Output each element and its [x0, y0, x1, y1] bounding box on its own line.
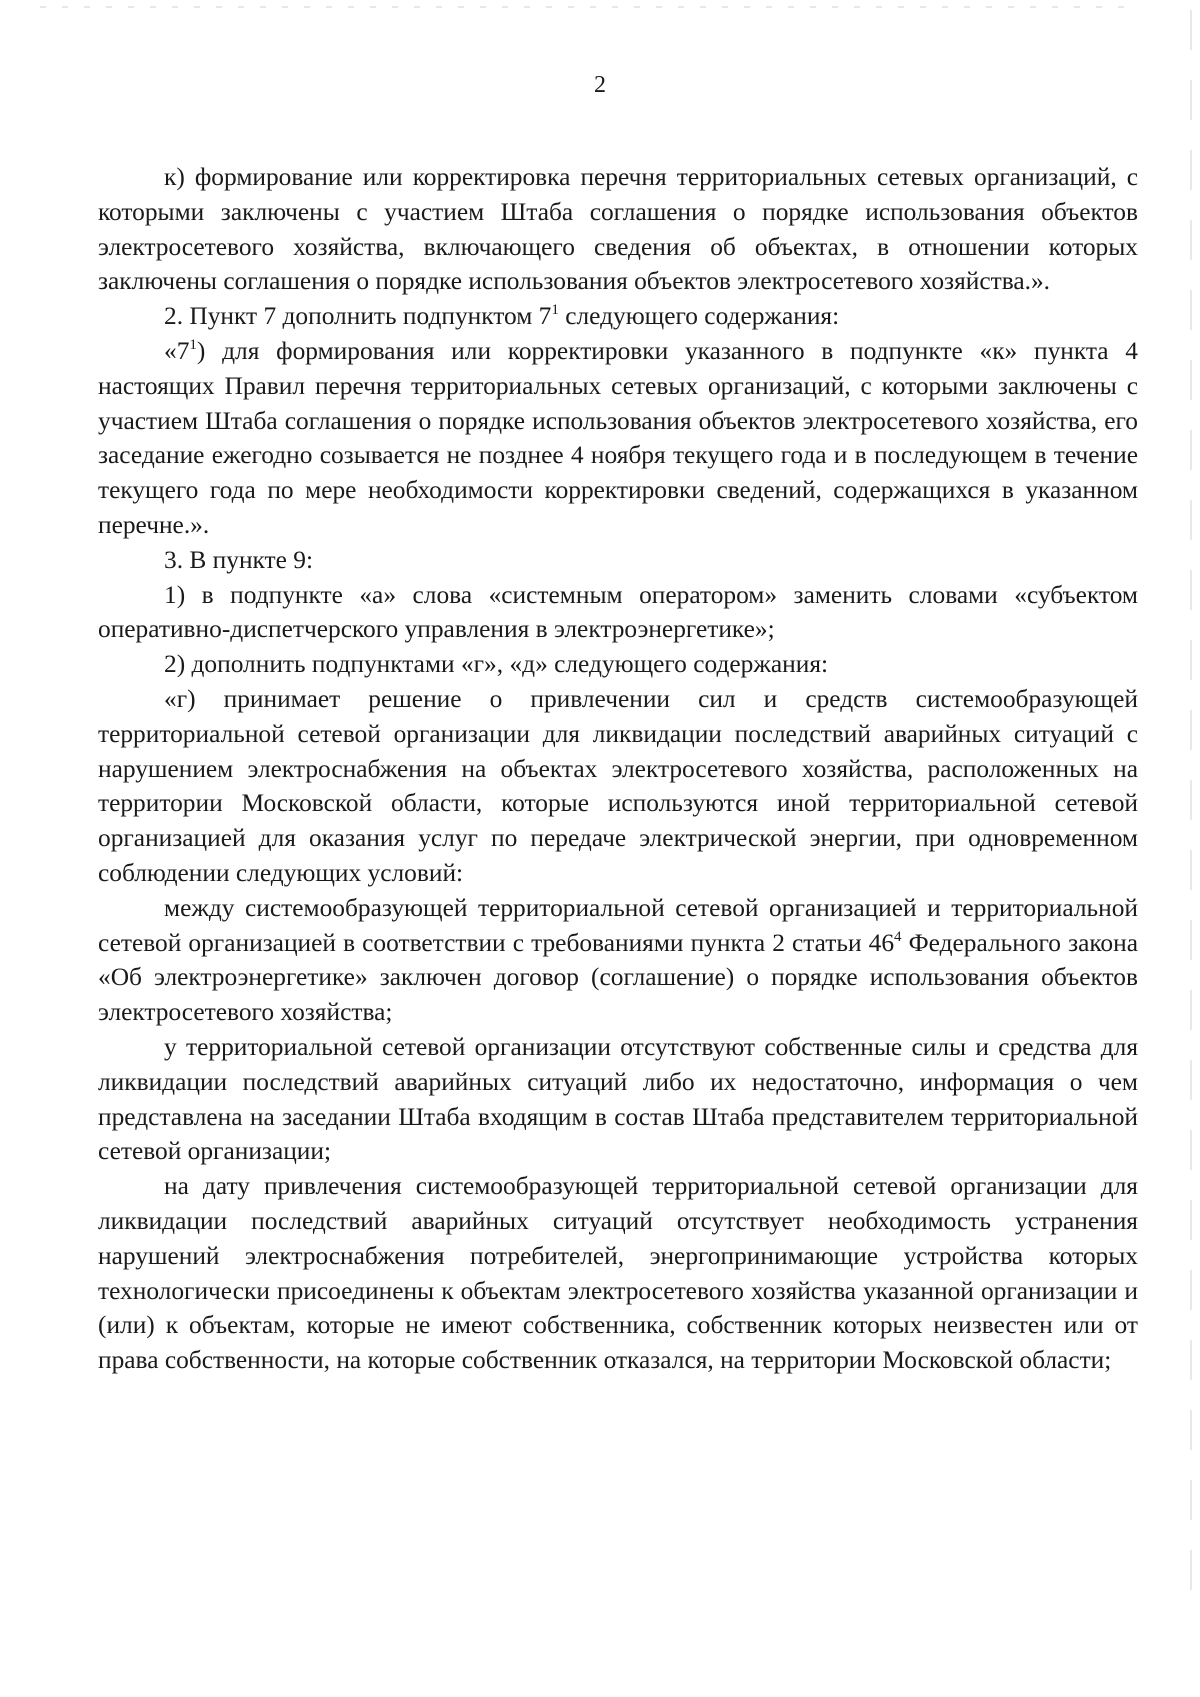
paragraph-subpoint-1: 1) в подпункте «а» слова «системным оператором» заменить словами «субъектом оперативно-диспетчерского управления в электроэнергетике»; — [98, 580, 1138, 644]
paragraph-point-3: 3. В пункте 9: — [164, 545, 314, 574]
paragraph-subpoint-7-1: «$7^1$) для формирования или корректировки указанного в подпункте «к» пункта 4 настоящих Правил перечня территориальных сетевых организаций, с которыми заключены с участием Штаба соглашения о порядке использования объектов электросетевого хозяйства, его заседание ежегодно созывается не позднее 4 ноября текущего года и в последующем в течение текущего года по мере необходимости корректировки сведений, содержащихся в указанном перечне.». — [98, 336, 1138, 539]
superscript: 1 — [189, 336, 197, 353]
paragraph-condition-2: у территориальной сетевой организации отсутствуют собственные силы и средства для ликвидации последствий аварийных ситуаций либо их недостаточно, информация о чем представлена на заседании Штаба входящим в состав Штаба представителем территориальной сетевой организации; — [98, 1032, 1138, 1166]
paragraph-point-2: 2. Пункт 7 дополнить подпунктом $7^1$ следующего содержания: — [164, 302, 840, 331]
paragraph-subpoint-2: 2) дополнить подпунктами «г», «д» следующего содержания: — [164, 650, 829, 679]
paragraph-condition-1: между системообразующей территориальной сетевой организацией и территориальной сетевой организацией в соответствии с требованиями пункта 2 статьи $46^4$ Федерального закона «Об электроэнергетике» заключен договор (соглашение) о порядке использования объектов электросетевого хозяйства; — [98, 893, 1138, 1027]
page-number: 2 — [594, 72, 606, 98]
paragraph-condition-3: на дату привлечения системообразующей территориальной сетевой организации для ликвидации последствий аварийных ситуаций отсутствует необходимость устранения нарушений электроснабжения потребителей, энергопринимающие устройства которых технологически присоединены к объектам электросетевого хозяйства указанной организации и (или) к объектам, которые не имеют собственника, собственник которых неизвестен или от права собственности, на которые собственник отказался, на территории Московской области; — [98, 1172, 1138, 1375]
superscript: 1 — [551, 302, 559, 319]
scan-artifact-right — [1190, 10, 1192, 1610]
document-body — [98, 160, 1138, 1378]
scan-artifact-top — [40, 6, 1140, 8]
superscript: 4 — [894, 928, 902, 945]
paragraph-item-k: к) формирование или корректировка перечня территориальных сетевых организаций, с которыми заключены с участием Штаба соглашения о порядке использования объектов электросетевого хозяйства, включающего сведения об объектах, в отношении которых заключены соглашения о порядке использования объектов электросетевого хозяйства.». — [98, 163, 1138, 296]
paragraph-item-g: «г) принимает решение о привлечении сил и средств системообразующей территориальной сетевой организации для ликвидации последствий аварийных ситуаций с нарушением электроснабжения на объектах электросетевого хозяйства, расположенных на территории Московской области, которые используются иной территориальной сетевой организацией для оказания услуг по передаче электрической энергии, при одновременном соблюдении следующих условий: — [98, 684, 1138, 887]
